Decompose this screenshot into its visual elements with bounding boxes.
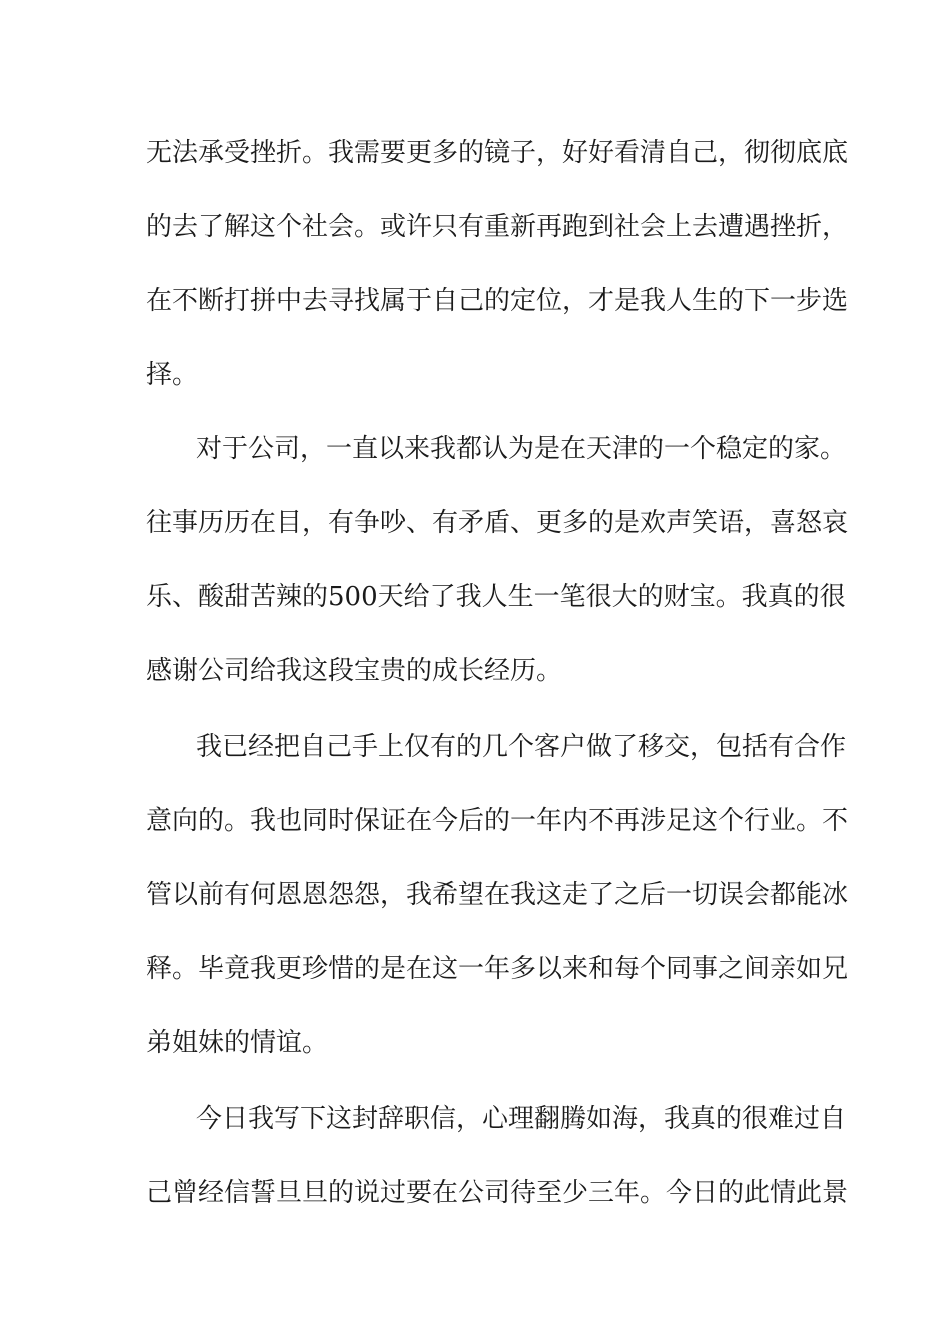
text-line: 感谢公司给我这段宝贵的成长经历。 [146,656,563,686]
text-line: 的去了解这个社会。或许只有重新再跑到社会上去遭遇挫折， [146,212,849,242]
text-line: 无法承受挫折。我需要更多的镜子，好好看清自己，彻彻底底 [146,138,849,168]
text-line: 弟姐妹的情谊。 [146,1028,329,1058]
text-line: 往事历历在目，有争吵、有矛盾、更多的是欢声笑语，喜怒哀 [146,508,849,538]
text-line: 释。毕竟我更珍惜的是在这一年多以来和每个同事之间亲如兄 [146,954,849,984]
paragraph-first-line: 今日我写下这封辞职信，心理翻腾如海，我真的很难过自 [196,1104,847,1134]
text-line: 管以前有何恩恩怨怨，我希望在我这走了之后一切误会都能冰 [146,880,849,910]
text-line: 乐、酸甜苦辣的500天给了我人生一笔很大的财宝。我真的很 [146,582,846,612]
paragraph-first-line: 对于公司，一直以来我都认为是在天津的一个稳定的家。 [196,434,847,464]
text-line: 在不断打拼中去寻找属于自己的定位，才是我人生的下一步选 [146,286,849,316]
text-line: 己曾经信誓旦旦的说过要在公司待至少三年。今日的此情此景 [146,1178,849,1208]
text-line: 择。 [146,360,199,390]
paragraph-first-line: 我已经把自己手上仅有的几个客户做了移交，包括有合作 [196,732,847,762]
text-line: 意向的。我也同时保证在今后的一年内不再涉足这个行业。不 [146,806,849,836]
